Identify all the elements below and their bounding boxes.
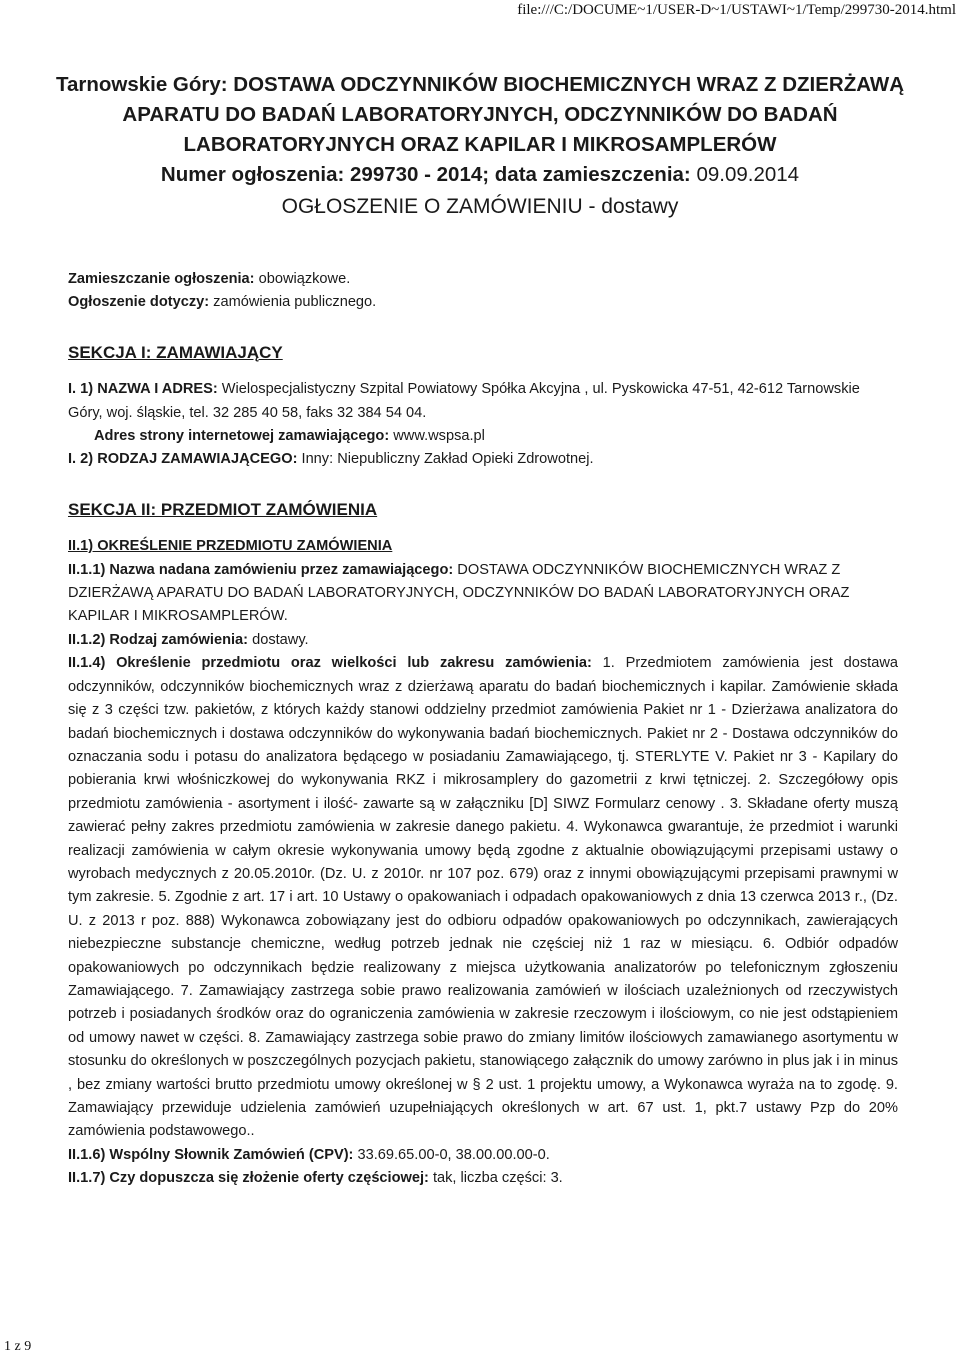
section1-website-link[interactable]: www.wspsa.pl: [393, 428, 485, 445]
section2-kind-value: dostawy.: [252, 631, 309, 648]
section2-name-value: DOSTAWA ODCZYNNIKÓW BIOCHEMICZNYCH WRAZ Z DZIERŻAWĄ APARATU DO BADAŃ LABORATORYJNYCH, ODCZYNNIKÓW DO BADAŃ LABORATORYJNYCH ORAZ KAPILAR I MIKROSAMPLERÓW.: [68, 561, 850, 625]
notice-number-label: Numer ogłoszenia:: [160, 163, 351, 186]
placement-label: Zamieszczanie ogłoszenia:: [68, 271, 259, 287]
section2-cpv-label: II.1.6) Wspólny Słownik Zamówień (CPV):: [68, 1146, 358, 1163]
notice-type: OGŁOSZENIE O ZAMÓWIENIU - dostawy: [281, 195, 679, 218]
section2-name-line: [68, 559, 898, 629]
notice-number-line: [30, 160, 930, 190]
notice-date-value: 09.09.2014: [696, 163, 800, 186]
section1-type-value: Inny: Niepubliczny Zakład Opieki Zdrowotnej.: [301, 451, 594, 468]
section1-website-label: Adres strony internetowej zamawiającego:: [94, 428, 394, 445]
section1-name-label: I. 1) NAZWA I ADRES:: [68, 381, 222, 398]
concerns-line: [68, 291, 898, 314]
concerns-label: Ogłoszenie dotyczy:: [68, 294, 214, 311]
section1-website-line: [68, 425, 898, 448]
notice-number-value: 299730 - 2014: [350, 163, 483, 186]
section2-kind-line: [68, 629, 898, 652]
placement-line: [68, 268, 898, 291]
notice-title: Tarnowskie Góry: DOSTAWA ODCZYNNIKÓW BIOCHEMICZNYCH WRAZ Z DZIERŻAWĄ APARATU DO BADAŃ LABORATORYJNYCH, ODCZYNNIKÓW DO BADAŃ LABORATORYJNYCH ORAZ KAPILAR I MIKROSAMPLERÓW: [55, 73, 905, 156]
page-counter: 1 z 9: [4, 1339, 32, 1354]
section2-scope-value: 1. Przedmiotem zamówienia jest dostawa odczynników, odczynników biochemicznych wraz z dzierżawą aparatu do badań biochemicznych i kapilar. Zamówienie składa się z 3 części tzw. pakietów, z których każdy stanowi oddzielny przedmiot zamówienia Pakiet nr 1 - Dzierżawa analizatora do badań biochemicznych i dostawa odczynników do wykonywania badań biochemicznych. Pakiet nr 2 - Dostawa odczynników do oznaczania sodu i potasu do analizatora będącego w posiadaniu Zamawiającego, tj. STERLYTE V. Pakiet nr 3 - Kapilary do pobierania krwi włośniczkowej do wykonywania RKZ i mikrosamplery do gazometrii z krwi tętniczej. 2. Szczegółowy opis przedmiotu zamówienia - asortyment i ilość- zawarte są w załączniku [D] SIWZ Formularz cenowy . 3. Składane oferty muszą zawierać pełny zakres przedmiotu zamówienia w zakresie danego pakietu. 4. Wykonawca gwarantuje, że przedmiot i warunki realizacji zamówienia w całym okresie wykonywania umowy będą zgodne z aktualnie obowiązującymi przepisami ustawy o wyrobach medycznych z 20.05.2010r. (Dz. U. z 2010r. nr 107 poz. 679) oraz z innymi obowiązującymi przepisami prawnymi w tym zakresie. 5. Zgodnie z art. 17 i art. 10 Ustawy o opakowaniach i odpadach opakowaniowych z dnia 13 czerwca 2013 r., (Dz. U. z 2013 r poz. 888) Wykonawca zobowiązany jest do odbioru odpadów opakowaniowych po odczynnikach, zawierających niebezpieczne substancje chemiczne, według potrzeb jednak nie częściej niż 1 raz w miesiącu. 6. Odbiór odpadów opakowaniowych po odczynnikach będzie realizowany z miejsca użytkowania analizatorów po telefonicznym zgłoszeniu Zamawiającego. 7. Zamawiający zastrzega sobie prawo realizowania zamówień w ilościach uzależnionych od rzeczywistych potrzeb i posiadanych środków oraz do ograniczenia zamówienia w zakresie rzeczowym i ilościowym, co nie jest odstąpieniem od umowy nawet w części. 8. Zamawiający zastrzega sobie prawo do zmiany limitów ilościowych zamawianego asortymentu w stosunku do określonych w poszczególnych pozycjach pakietu, stanowiącego załącznik do umowy zarówno in plus jak i in minus , bez zmiany wartości brutto przedmiotu umowy określonej w § 2 ust. 1 projektu umowy, a Wykonawca wyraża na to zgodę. 9. Zamawiający przewiduje udzielenia zamówień uzupełniających określonych w art. 67 ust. 1, pkt.7 ustawy Pzp do 20% zamówienia podstawowego..: [68, 655, 898, 1140]
section2-sub-heading: II.1) OKREŚLENIE PRZEDMIOTU ZAMÓWIENIA: [68, 538, 393, 555]
placement-value: obowiązkowe.: [258, 271, 351, 287]
section2-name-label: II.1.1) Nazwa nadana zamówieniu przez zamawiającego:: [68, 561, 458, 578]
notice-header: [30, 70, 930, 222]
section2-cpv-line: [68, 1144, 898, 1167]
section2-partial-label: II.1.7) Czy dopuszcza się złożenie oferty częściowej:: [68, 1170, 433, 1187]
section1-name-value: Wielospecjalistyczny Szpital Powiatowy Spółka Akcyjna , ul. Pyskowicka 47-51, 42-612 Tarnowskie Góry, woj. śląskie, tel. 32 285 40 58, faks 32 384 54 04.: [68, 381, 860, 421]
section2-scope-line: [68, 652, 898, 1144]
section1-heading: SEKCJA I: ZAMAWIAJĄCY: [68, 342, 283, 362]
section2-kind-label: II.1.2) Rodzaj zamówienia:: [68, 631, 253, 648]
section2-heading: SEKCJA II: PRZEDMIOT ZAMÓWIENIA: [68, 499, 378, 519]
notice-body: [68, 268, 898, 1191]
section1-type-line: [68, 448, 898, 471]
section2-partial-line: [68, 1167, 898, 1190]
section2-cpv-value: 33.69.65.00-0, 38.00.00.00-0.: [357, 1146, 550, 1163]
concerns-value: zamówienia publicznego.: [213, 294, 377, 311]
section1-name-line: [68, 378, 898, 425]
file-path: file:///C:/DOCUME~1/USER-D~1/USTAWI~1/Temp/299730-2014.html: [517, 2, 956, 18]
section1-type-label: I. 2) RODZAJ ZAMAWIAJĄCEGO:: [68, 451, 302, 468]
section2-scope-label: II.1.4) Określenie przedmiotu oraz wielkości lub zakresu zamówienia:: [68, 655, 603, 672]
section2-partial-value: tak, liczba części: 3.: [432, 1170, 563, 1187]
notice-date-label: ; data zamieszczenia:: [482, 163, 697, 186]
